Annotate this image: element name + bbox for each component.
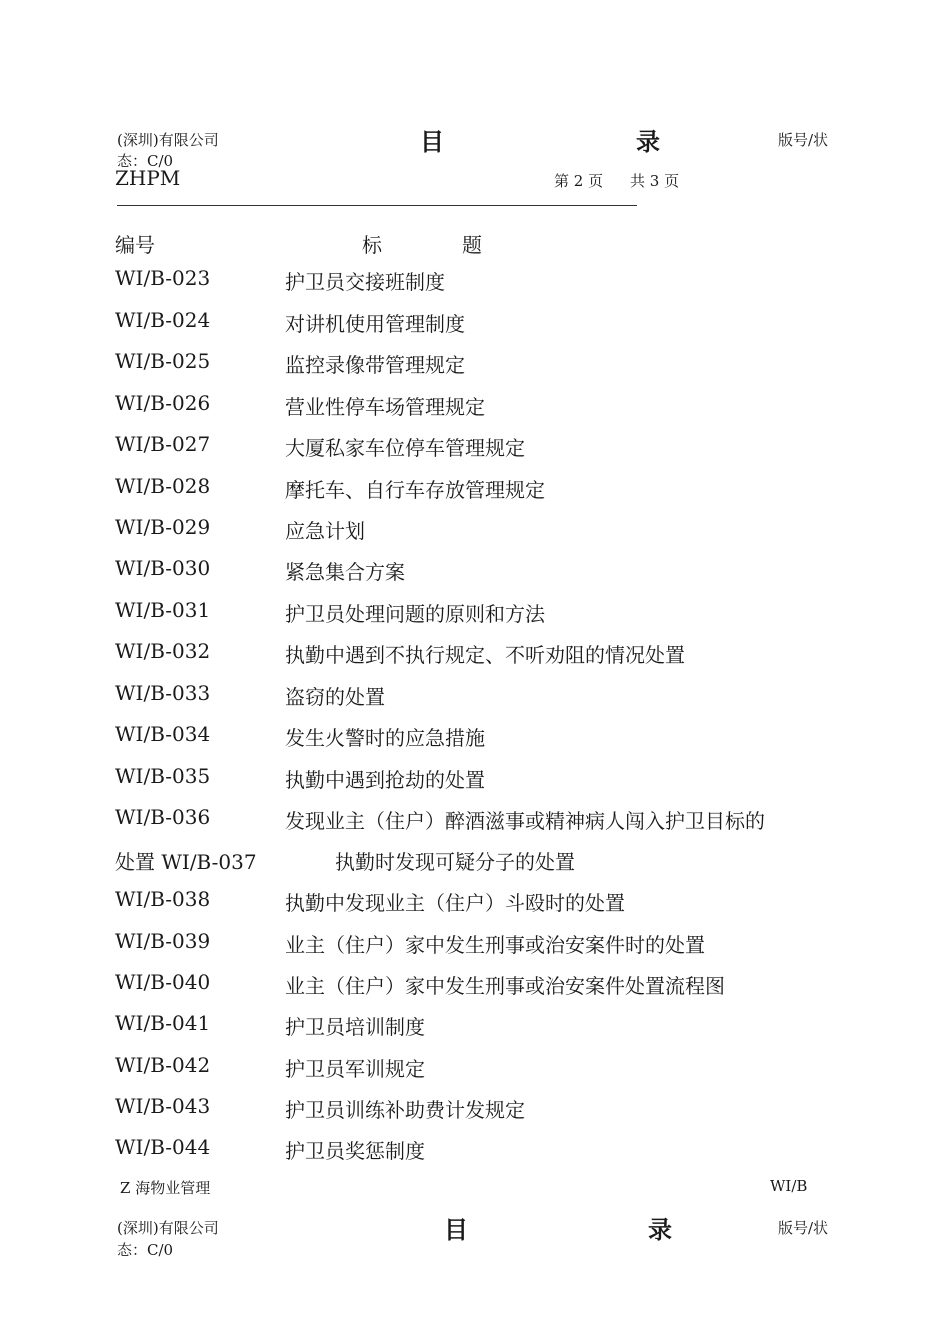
entry-title: 执勤中遇到不执行规定、不听劝阻的情况处置: [285, 643, 685, 667]
entry-code: WI/B-029: [115, 515, 211, 539]
entry-title: 业主（住户）家中发生刑事或治安案件时的处置: [285, 933, 705, 957]
entry-title: 大厦私家车位停车管理规定: [285, 436, 525, 460]
entry-title: 盗窃的处置: [285, 685, 385, 709]
entry-code: WI/B-042: [115, 1053, 211, 1077]
entry-code: WI/B-039: [115, 929, 211, 953]
entry-title: 摩托车、自行车存放管理规定: [285, 478, 545, 502]
entry-code: WI/B-031: [115, 598, 211, 622]
entry-code: WI/B-035: [115, 764, 211, 788]
column-title-heading-a: 标: [362, 233, 382, 257]
entry-code: WI/B-033: [115, 681, 211, 705]
entry-code: WI/B-023: [115, 266, 211, 290]
entry-code: WI/B-044: [115, 1135, 211, 1159]
entry-title: 执勤中遇到抢劫的处置: [285, 768, 485, 792]
org-code: ZHPM: [115, 166, 181, 190]
entry-title: 业主（住户）家中发生刑事或治安案件处置流程图: [285, 974, 725, 998]
entry-title: 护卫员奖惩制度: [285, 1139, 425, 1163]
entry-code: WI/B-043: [115, 1094, 211, 1118]
page-total: 共 3 页: [630, 172, 680, 190]
entry-title: 护卫员交接班制度: [285, 270, 445, 294]
wrap-prefix: 处置 WI/B-037: [115, 850, 257, 874]
entry-title: 执勤时发现可疑分子的处置: [335, 850, 575, 874]
company-name: (深圳)有限公司: [117, 131, 219, 149]
status-text-2: 态：C/0: [117, 1241, 174, 1259]
company-name-2: (深圳)有限公司: [117, 1219, 219, 1237]
footer-company: Z 海物业管理: [120, 1179, 211, 1197]
entry-title: 应急计划: [285, 519, 365, 543]
page-current: 第 2 页: [554, 172, 604, 190]
entry-code: WI/B-026: [115, 391, 211, 415]
version-label-2: 版号/状: [778, 1219, 829, 1237]
doc-title-left: 目: [420, 127, 444, 156]
column-number-heading: 编号: [115, 233, 155, 257]
entry-title: 护卫员培训制度: [285, 1015, 425, 1039]
entry-code: WI/B-027: [115, 432, 211, 456]
doc-title-right: 录: [636, 127, 660, 156]
entry-code: WI/B-024: [115, 308, 211, 332]
entry-code: WI/B-030: [115, 556, 211, 580]
entry-code: WI/B-028: [115, 474, 211, 498]
entry-title: 发现业主（住户）醉酒滋事或精神病人闯入护卫目标的: [285, 809, 765, 833]
doc-title-right-2: 录: [648, 1215, 672, 1244]
entry-code: WI/B-032: [115, 639, 211, 663]
entry-code: WI/B-025: [115, 349, 211, 373]
entry-code: WI/B-034: [115, 722, 211, 746]
entry-code: WI/B-038: [115, 887, 211, 911]
entry-code: WI/B-041: [115, 1011, 211, 1035]
entry-title: 监控录像带管理规定: [285, 353, 465, 377]
entry-title: 紧急集合方案: [285, 560, 405, 584]
entry-title: 护卫员处理问题的原则和方法: [285, 602, 545, 626]
entry-code: WI/B-036: [115, 805, 211, 829]
entry-title: 营业性停车场管理规定: [285, 395, 485, 419]
entry-title: 对讲机使用管理制度: [285, 312, 465, 336]
column-title-heading-b: 题: [462, 233, 482, 257]
entry-title: 执勤中发现业主（住户）斗殴时的处置: [285, 891, 625, 915]
header-rule: [117, 205, 637, 206]
doc-title-left-2: 目: [444, 1215, 468, 1244]
entry-title: 护卫员军训规定: [285, 1057, 425, 1081]
entry-title: 发生火警时的应急措施: [285, 726, 485, 750]
status-text: 态：C/0: [117, 152, 174, 170]
footer-code: WI/B: [770, 1177, 808, 1195]
version-label: 版号/状: [778, 131, 829, 149]
entry-code: WI/B-040: [115, 970, 211, 994]
entry-title: 护卫员训练补助费计发规定: [285, 1098, 525, 1122]
